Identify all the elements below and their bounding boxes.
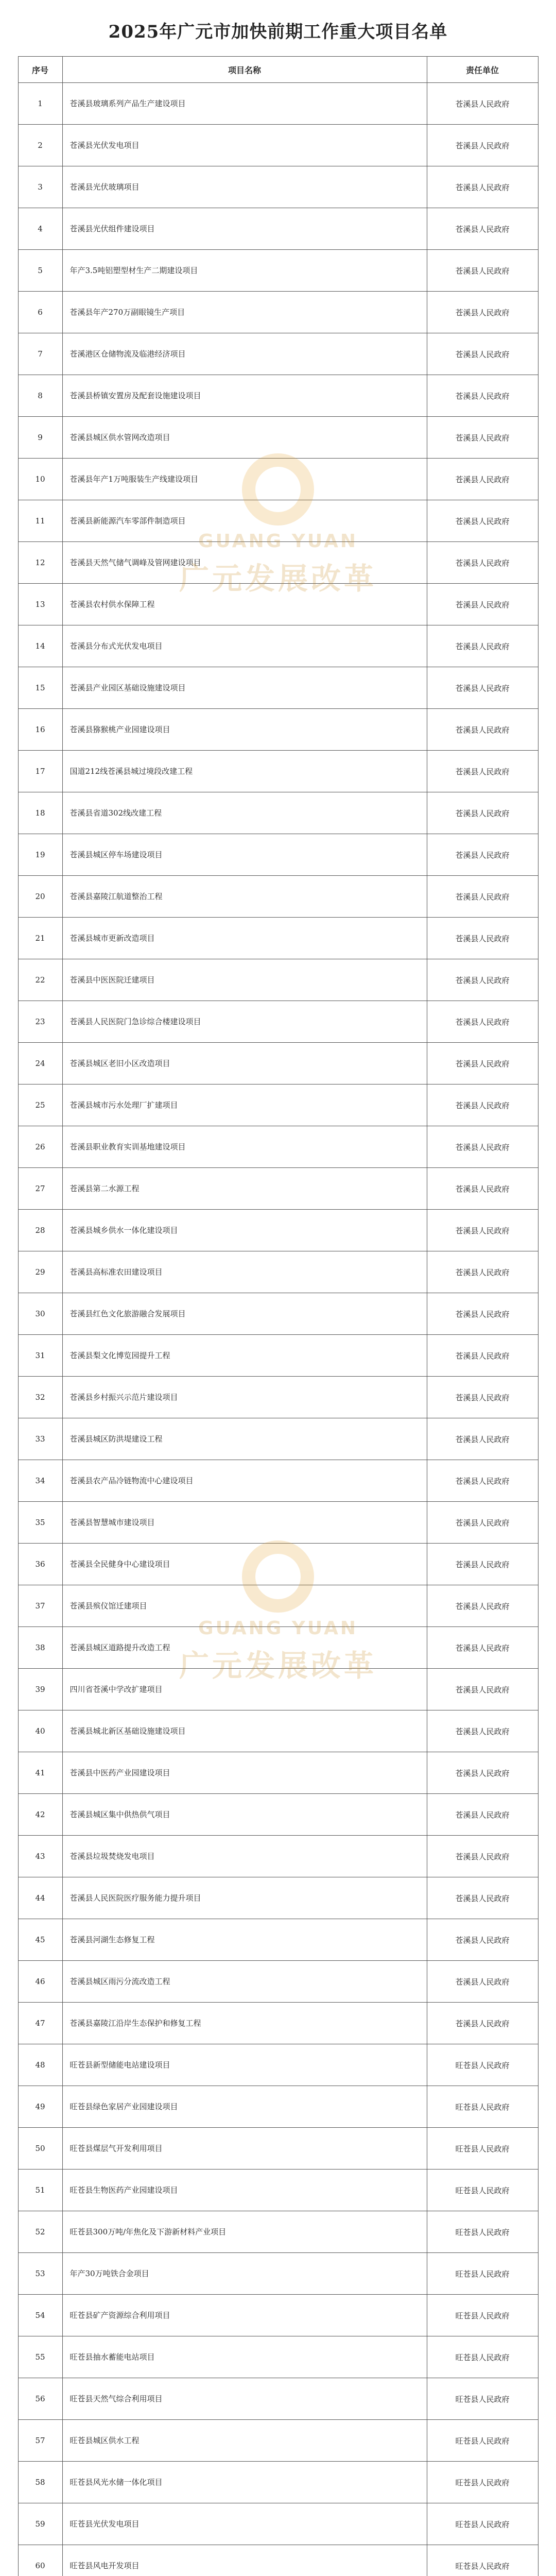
row-index: 7 [18,333,62,375]
table-row [18,667,538,709]
row-index: 54 [18,2295,62,2336]
row-responsible-unit: 苍溪县人民政府 [427,1084,538,1126]
table-row [18,918,538,959]
row-index: 31 [18,1335,62,1377]
table-row [18,2378,538,2420]
row-responsible-unit: 苍溪县人民政府 [427,1001,538,1043]
row-responsible-unit: 旺苍县人民政府 [427,2128,538,2170]
row-project-name: 旺苍县光伏发电项目 [62,2503,427,2545]
row-project-name: 苍溪县城区防洪堤建设工程 [62,1418,427,1460]
table-row [18,1502,538,1544]
row-responsible-unit: 苍溪县人民政府 [427,333,538,375]
table-row [18,1794,538,1836]
row-index: 56 [18,2378,62,2420]
row-responsible-unit: 苍溪县人民政府 [427,1752,538,1794]
row-responsible-unit: 旺苍县人民政府 [427,2170,538,2211]
row-responsible-unit: 旺苍县人民政府 [427,2253,538,2295]
table-row [18,1251,538,1293]
row-project-name: 苍溪县城北新区基础设施建设项目 [62,1710,427,1752]
row-project-name: 苍溪县光伏组件建设项目 [62,208,427,250]
row-index: 34 [18,1460,62,1502]
row-project-name: 苍溪县城区雨污分流改造工程 [62,1961,427,2003]
table-row [18,876,538,918]
row-responsible-unit: 苍溪县人民政府 [427,500,538,542]
watermark-cn: 广元发展改革 [179,561,377,596]
row-responsible-unit: 苍溪县人民政府 [427,1627,538,1669]
row-responsible-unit: 苍溪县人民政府 [427,918,538,959]
row-index: 29 [18,1251,62,1293]
table-row [18,125,538,166]
row-project-name: 旺苍县抽水蓄能电站项目 [62,2336,427,2378]
table-row [18,1544,538,1585]
header-name: 项目名称 [62,57,427,83]
row-project-name: 苍溪县梨文化博览园提升工程 [62,1335,427,1377]
row-index: 43 [18,1836,62,1877]
row-project-name: 苍溪县城区集中供热供气项目 [62,1794,427,1836]
table-row [18,2545,538,2576]
table-row [18,2295,538,2336]
table-row [18,459,538,500]
row-responsible-unit: 苍溪县人民政府 [427,1460,538,1502]
row-responsible-unit: 苍溪县人民政府 [427,166,538,208]
table-row [18,1001,538,1043]
row-project-name: 苍溪县红色文化旅游融合发展项目 [62,1293,427,1335]
table-row [18,2462,538,2503]
row-responsible-unit: 旺苍县人民政府 [427,2086,538,2128]
table-row [18,333,538,375]
row-responsible-unit: 苍溪县人民政府 [427,1794,538,1836]
row-project-name: 苍溪县中医药产业园建设项目 [62,1752,427,1794]
row-index: 33 [18,1418,62,1460]
row-project-name: 苍溪县人民医院门急诊综合楼建设项目 [62,1001,427,1043]
table-row [18,959,538,1001]
table-body [18,83,538,2576]
row-project-name: 苍溪县年产270万副眼镜生产项目 [62,292,427,333]
row-responsible-unit: 苍溪县人民政府 [427,1961,538,2003]
row-responsible-unit: 苍溪县人民政府 [427,1502,538,1544]
row-index: 48 [18,2044,62,2086]
row-responsible-unit: 苍溪县人民政府 [427,751,538,792]
table-row [18,1627,538,1669]
table-row [18,2044,538,2086]
row-responsible-unit: 旺苍县人民政府 [427,2503,538,2545]
row-responsible-unit: 苍溪县人民政府 [427,709,538,751]
row-index: 20 [18,876,62,918]
row-project-name: 苍溪县桥镇安置房及配套设施建设项目 [62,375,427,417]
table-row [18,1084,538,1126]
row-index: 53 [18,2253,62,2295]
row-responsible-unit: 旺苍县人民政府 [427,2378,538,2420]
row-project-name: 苍溪县年产1万吨服装生产线建设项目 [62,459,427,500]
row-index: 10 [18,459,62,500]
row-index: 28 [18,1210,62,1251]
row-responsible-unit: 旺苍县人民政府 [427,2336,538,2378]
table-row [18,1126,538,1168]
projects-table [18,56,538,2576]
row-project-name: 苍溪县猕猴桃产业园建设项目 [62,709,427,751]
table-row [18,1377,538,1418]
header-unit: 责任单位 [427,57,538,83]
row-project-name: 苍溪县城区老旧小区改造项目 [62,1043,427,1084]
row-responsible-unit: 苍溪县人民政府 [427,292,538,333]
row-index: 57 [18,2420,62,2462]
row-index: 35 [18,1502,62,1544]
table-row [18,2211,538,2253]
row-index: 52 [18,2211,62,2253]
watermark-en: GUANG YUAN [198,531,358,552]
row-index: 24 [18,1043,62,1084]
row-project-name: 苍溪县乡村振兴示范片建设项目 [62,1377,427,1418]
table-row [18,834,538,876]
row-responsible-unit: 苍溪县人民政府 [427,1043,538,1084]
row-project-name: 苍溪县城市污水处理厂扩建项目 [62,1084,427,1126]
row-responsible-unit: 苍溪县人民政府 [427,1335,538,1377]
row-index: 32 [18,1377,62,1418]
row-responsible-unit: 苍溪县人民政府 [427,1168,538,1210]
row-project-name: 苍溪县人民医院医疗服务能力提升项目 [62,1877,427,1919]
row-index: 39 [18,1669,62,1710]
page-title: 2025年广元市加快前期工作重大项目名单 [108,22,448,42]
row-responsible-unit: 苍溪县人民政府 [427,1251,538,1293]
row-project-name: 苍溪港区仓储物流及临港经济项目 [62,333,427,375]
row-index: 17 [18,751,62,792]
row-index: 44 [18,1877,62,1919]
table-row [18,166,538,208]
table-row [18,2336,538,2378]
row-responsible-unit: 苍溪县人民政府 [427,876,538,918]
row-index: 19 [18,834,62,876]
row-project-name: 苍溪县城市更新改造项目 [62,918,427,959]
table-row [18,1335,538,1377]
row-responsible-unit: 苍溪县人民政府 [427,125,538,166]
table-header-row [18,57,538,83]
row-index: 41 [18,1752,62,1794]
row-responsible-unit: 苍溪县人民政府 [427,1585,538,1627]
row-responsible-unit: 苍溪县人民政府 [427,1126,538,1168]
row-project-name: 苍溪县嘉陵江沿岸生态保护和修复工程 [62,2003,427,2044]
row-responsible-unit: 苍溪县人民政府 [427,1544,538,1585]
table-row [18,1710,538,1752]
row-index: 49 [18,2086,62,2128]
row-index: 55 [18,2336,62,2378]
row-index: 51 [18,2170,62,2211]
table-row [18,751,538,792]
row-project-name: 苍溪县玻璃系列产品生产建设项目 [62,83,427,125]
row-project-name: 旺苍县煤层气开发利用项目 [62,2128,427,2170]
table-row [18,709,538,751]
row-project-name: 苍溪县城区停车场建设项目 [62,834,427,876]
row-index: 16 [18,709,62,751]
row-index: 60 [18,2545,62,2576]
row-responsible-unit: 苍溪县人民政府 [427,1418,538,1460]
row-index: 2 [18,125,62,166]
row-index: 12 [18,542,62,584]
table-row [18,250,538,292]
table-row [18,1919,538,1961]
table-row [18,2420,538,2462]
row-responsible-unit: 苍溪县人民政府 [427,1836,538,1877]
row-responsible-unit: 苍溪县人民政府 [427,1919,538,1961]
row-index: 18 [18,792,62,834]
row-responsible-unit: 苍溪县人民政府 [427,2003,538,2044]
row-responsible-unit: 苍溪县人民政府 [427,542,538,584]
row-index: 38 [18,1627,62,1669]
row-project-name: 年产30万吨铁合金项目 [62,2253,427,2295]
table-row [18,1585,538,1627]
row-project-name: 苍溪县垃圾焚烧发电项目 [62,1836,427,1877]
row-project-name: 旺苍县城区供水工程 [62,2420,427,2462]
table-row [18,2253,538,2295]
row-project-name: 苍溪县全民健身中心建设项目 [62,1544,427,1585]
table-row [18,1669,538,1710]
row-index: 50 [18,2128,62,2170]
row-project-name: 旺苍县风电开发项目 [62,2545,427,2576]
table-row [18,375,538,417]
row-project-name: 苍溪县河湖生态修复工程 [62,1919,427,1961]
row-project-name: 年产3.5吨铝塑型材生产二期建设项目 [62,250,427,292]
table-row [18,1877,538,1919]
table-row [18,1168,538,1210]
row-index: 9 [18,417,62,459]
row-responsible-unit: 旺苍县人民政府 [427,2545,538,2576]
row-index: 30 [18,1293,62,1335]
row-project-name: 苍溪县智慧城市建设项目 [62,1502,427,1544]
row-index: 11 [18,500,62,542]
row-index: 42 [18,1794,62,1836]
row-index: 8 [18,375,62,417]
row-project-name: 苍溪县城区供水管网改造项目 [62,417,427,459]
table-row [18,1418,538,1460]
table-row [18,1210,538,1251]
row-project-name: 旺苍县天然气综合利用项目 [62,2378,427,2420]
row-project-name: 四川省苍溪中学改扩建项目 [62,1669,427,1710]
table-row [18,417,538,459]
row-project-name: 苍溪县光伏玻璃项目 [62,166,427,208]
row-index: 3 [18,166,62,208]
row-index: 23 [18,1001,62,1043]
row-responsible-unit: 苍溪县人民政府 [427,792,538,834]
row-responsible-unit: 苍溪县人民政府 [427,83,538,125]
header-index: 序号 [18,57,62,83]
row-project-name: 苍溪县光伏发电项目 [62,125,427,166]
row-index: 22 [18,959,62,1001]
table-row [18,1836,538,1877]
row-index: 15 [18,667,62,709]
row-project-name: 旺苍县300万吨/年焦化及下游新材料产业项目 [62,2211,427,2253]
row-project-name: 苍溪县农产品冷链物流中心建设项目 [62,1460,427,1502]
row-project-name: 苍溪县殡仪馆迁建项目 [62,1585,427,1627]
row-responsible-unit: 苍溪县人民政府 [427,375,538,417]
row-responsible-unit: 苍溪县人民政府 [427,584,538,625]
row-index: 21 [18,918,62,959]
row-index: 47 [18,2003,62,2044]
row-index: 59 [18,2503,62,2545]
row-responsible-unit: 苍溪县人民政府 [427,459,538,500]
row-project-name: 国道212线苍溪县城过境段改建工程 [62,751,427,792]
row-responsible-unit: 旺苍县人民政府 [427,2295,538,2336]
row-responsible-unit: 苍溪县人民政府 [427,1669,538,1710]
row-index: 5 [18,250,62,292]
row-responsible-unit: 苍溪县人民政府 [427,250,538,292]
row-project-name: 苍溪县产业园区基础设施建设项目 [62,667,427,709]
watermark-cn: 广元发展改革 [179,1648,377,1683]
row-project-name: 旺苍县生物医药产业园建设项目 [62,2170,427,2211]
row-index: 26 [18,1126,62,1168]
row-index: 14 [18,625,62,667]
table-row [18,1460,538,1502]
table-row [18,2503,538,2545]
table-row [18,542,538,584]
table-row [18,83,538,125]
table-row [18,2170,538,2211]
row-project-name: 苍溪县省道302线改建工程 [62,792,427,834]
table-row [18,2003,538,2044]
row-project-name: 旺苍县绿色家居产业园建设项目 [62,2086,427,2128]
row-index: 46 [18,1961,62,2003]
row-project-name: 苍溪县第二水源工程 [62,1168,427,1210]
row-responsible-unit: 苍溪县人民政府 [427,1210,538,1251]
row-project-name: 旺苍县新型储能电站建设项目 [62,2044,427,2086]
table-row [18,208,538,250]
row-project-name: 苍溪县中医医院迁建项目 [62,959,427,1001]
table-row [18,792,538,834]
row-responsible-unit: 苍溪县人民政府 [427,1293,538,1335]
row-project-name: 苍溪县嘉陵江航道整治工程 [62,876,427,918]
table-row [18,2128,538,2170]
table-row [18,500,538,542]
row-index: 58 [18,2462,62,2503]
row-project-name: 苍溪县高标准农田建设项目 [62,1251,427,1293]
row-index: 37 [18,1585,62,1627]
table-row [18,1961,538,2003]
row-responsible-unit: 苍溪县人民政府 [427,1710,538,1752]
table-row [18,1293,538,1335]
row-responsible-unit: 苍溪县人民政府 [427,834,538,876]
watermark-en: GUANG YUAN [198,1618,358,1639]
row-index: 25 [18,1084,62,1126]
table-row [18,1752,538,1794]
table-row [18,584,538,625]
row-responsible-unit: 苍溪县人民政府 [427,417,538,459]
row-responsible-unit: 苍溪县人民政府 [427,959,538,1001]
row-index: 4 [18,208,62,250]
row-project-name: 苍溪县城乡供水一体化建设项目 [62,1210,427,1251]
row-responsible-unit: 苍溪县人民政府 [427,208,538,250]
row-responsible-unit: 苍溪县人民政府 [427,667,538,709]
row-index: 13 [18,584,62,625]
row-responsible-unit: 旺苍县人民政府 [427,2420,538,2462]
row-index: 6 [18,292,62,333]
row-index: 27 [18,1168,62,1210]
row-project-name: 苍溪县天然气储气调峰及管网建设项目 [62,542,427,584]
row-index: 1 [18,83,62,125]
row-project-name: 旺苍县风光水储一体化项目 [62,2462,427,2503]
row-project-name: 苍溪县新能源汽车零部件制造项目 [62,500,427,542]
table-row [18,1043,538,1084]
row-responsible-unit: 苍溪县人民政府 [427,1377,538,1418]
table-row [18,625,538,667]
row-project-name: 苍溪县农村供水保障工程 [62,584,427,625]
row-responsible-unit: 旺苍县人民政府 [427,2462,538,2503]
row-project-name: 苍溪县城区道路提升改造工程 [62,1627,427,1669]
row-project-name: 苍溪县分布式光伏发电项目 [62,625,427,667]
row-project-name: 苍溪县职业教育实训基地建设项目 [62,1126,427,1168]
row-index: 36 [18,1544,62,1585]
row-responsible-unit: 旺苍县人民政府 [427,2044,538,2086]
row-index: 45 [18,1919,62,1961]
row-project-name: 旺苍县矿产资源综合利用项目 [62,2295,427,2336]
table-row [18,292,538,333]
row-responsible-unit: 苍溪县人民政府 [427,1877,538,1919]
row-index: 40 [18,1710,62,1752]
row-responsible-unit: 苍溪县人民政府 [427,625,538,667]
table-row [18,2086,538,2128]
row-responsible-unit: 旺苍县人民政府 [427,2211,538,2253]
